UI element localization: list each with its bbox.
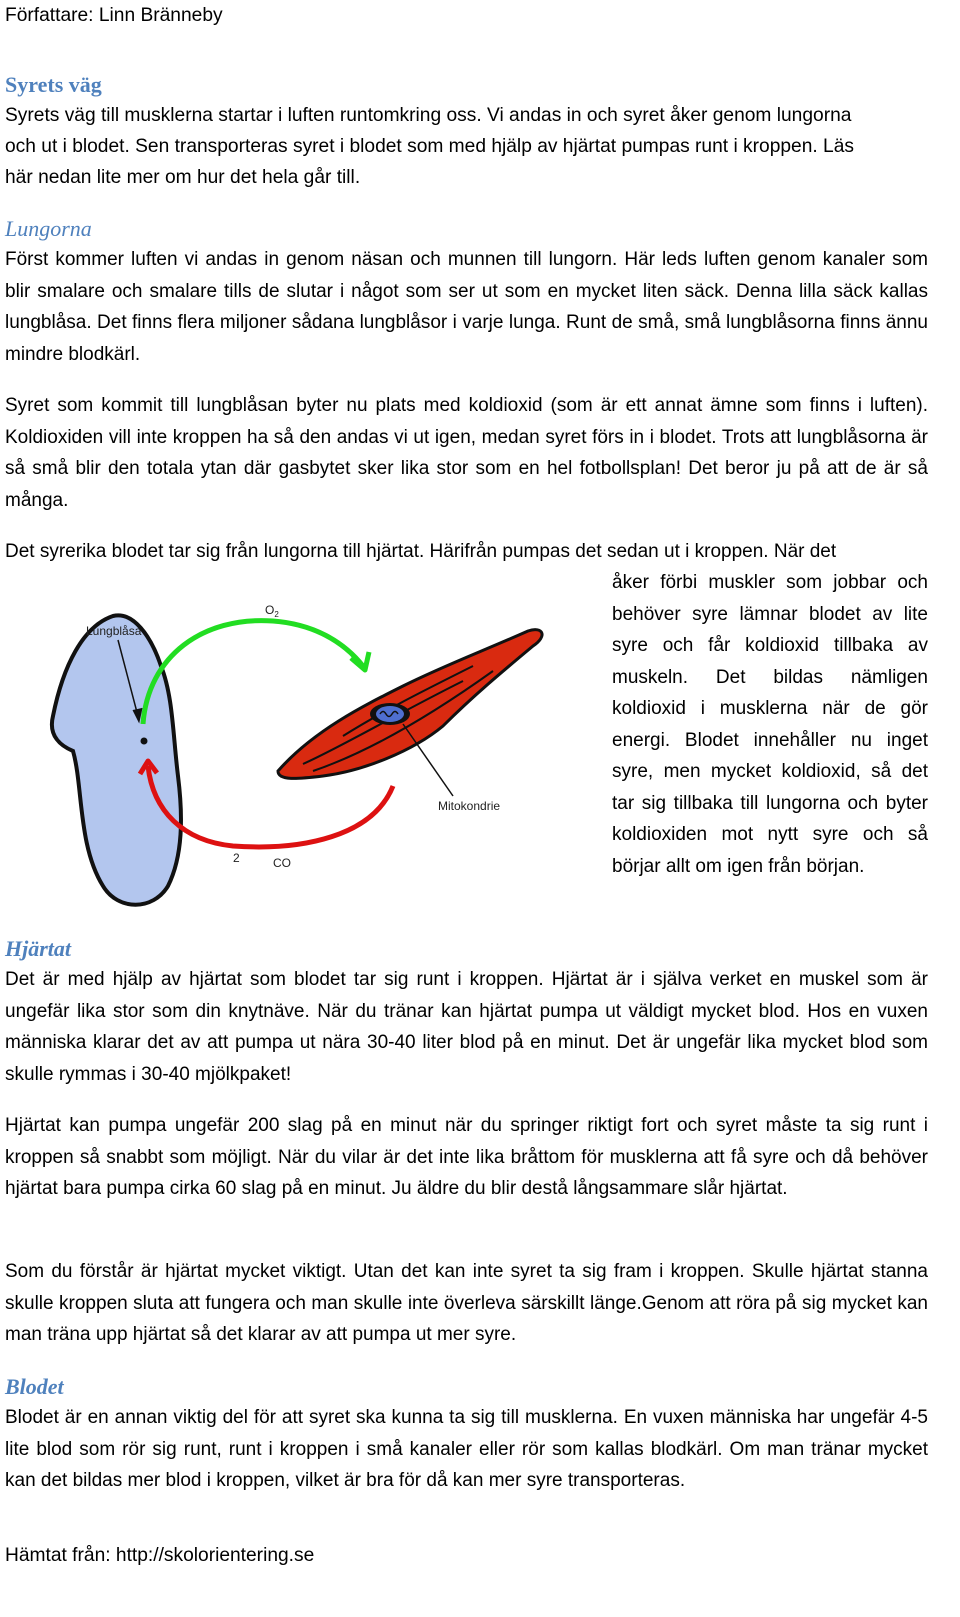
carbon-dioxide-arrow <box>148 766 393 847</box>
author-line: Författare: Linn Bränneby <box>5 5 223 26</box>
label-o2: $O_2$ <box>265 603 279 619</box>
lungorna-paragraph-3-line-1: Det syrerika blodet tar sig från lungorna till hjärtat. Härifrån pumpas det sedan ut i kroppen. När det <box>5 541 837 562</box>
source-footer: Hämtat från: http://skolorientering.se <box>5 1545 315 1566</box>
heading-hjartat: Hjärtat <box>5 936 72 961</box>
hjartat-paragraph-2: Hjärtat kan pumpa ungefär 200 slag på en minut när du springer riktigt fort och syret måste ta sig runt i kroppen så snabbt som möjligt. När du vilar är det inte lika bråttom för musklerna att få syre och då behöver hjärtat bara pumpa cirka 60 slag på en minut. Ju äldre du blir destå långsammare slår hjärtat. <box>5 1115 928 1199</box>
label-mitokondrie: Mitokondrie <box>438 799 501 813</box>
lungorna-paragraph-1: Först kommer luften vi andas in genom näsan och munnen till lungorn. Här leds luften genom kanaler som blir smalare och smalare tills de slutar i något som ser ut som en mycket liten säck. Denna lilla säck kallas lungblåsa. Det finns flera miljoner sådana lungblåsor i varje lunga. Runt de små, små lungblåsorna finns ännu mindre blodkärl. <box>5 249 928 365</box>
heading-syrets-vag: Syrets väg <box>5 72 102 97</box>
label-co2: CO <box>273 856 291 870</box>
oxygen-arrow <box>143 621 363 724</box>
lungblasa-shape <box>52 615 181 904</box>
oxygen-cycle-diagram <box>43 596 563 916</box>
blodet-paragraph-1: Blodet är en annan viktig del för att syret ska kunna ta sig till musklerna. En vuxen människa har ungefär 4-5 lite blod som rör sig runt, runt i kroppen i små kanaler eller rör som kallas blodkärl. Om man tränar mycket kan det bildas mer blod i kroppen, vilket är bra för då kan mer syre transporteras. <box>5 1407 928 1491</box>
syrets-vag-line-1: Syrets väg till musklerna startar i luften runtomkring oss. Vi andas in och syret åker genom lungorna <box>5 105 852 126</box>
hjartat-paragraph-1: Det är med hjälp av hjärtat som blodet tar sig runt i kroppen. Hjärtat är i själva verket en muskel som är ungefär lika stor som din knytnäve. När du tränar kan hjärtat pumpa ut väldigt mycket blod. Hos en vuxen människa klarar det av att pumpa ut nära 30-40 liter blod på en minut. Det är ungefär lika mycket blod som skulle rymmas i 30-40 mjölkpaket! <box>5 969 928 1085</box>
heading-blodet: Blodet <box>5 1374 64 1399</box>
lungorna-paragraph-3-wrapped: åker förbi muskler som jobbar och behöver syre lämnar blodet av lite syre och får koldioxid tillbaka av muskeln. Det bildas nämligen koldioxid i musklerna när de gör energi. Blodet innehåller nu inget syre, men mycket koldioxid, så det tar sig tillbaka till lungorna och byter koldioxiden mot nytt syre och så börjar allt om igen från början. <box>612 572 928 877</box>
syrets-vag-line-2: och ut i blodet. Sen transporteras syret i blodet som med hjälp av hjärtat pumpas runt i kroppen. Läs <box>5 136 854 157</box>
syrets-vag-line-3: här nedan lite mer om hur det hela går till. <box>5 167 361 188</box>
hjartat-paragraph-3: Som du förstår är hjärtat mycket viktigt. Utan det kan inte syret ta sig fram i kroppen. Skulle hjärtat stanna skulle kroppen sluta att fungera och man skulle inte överleva särskillt länge.Genom att röra på sig mycket kan man träna upp hjärtat så det klarar av att pumpa ut mer syre. <box>5 1261 928 1345</box>
lungorna-paragraph-2: Syret som kommit till lungblåsan byter nu plats med koldioxid (som är ett annat ämne som finns i luften). Koldioxiden vill inte kroppen ha så den andas vi ut igen, medan syret förs in i blodet. Trots att lungblåsorna är så små blir den totala ytan där gasbytet sker lika stor som en hel fotbollsplan! Det beror ju på att de är så många. <box>5 395 928 511</box>
label-lungblasa: Lungblåsa <box>86 624 142 638</box>
label-co2-sub: 2 <box>233 851 240 865</box>
heading-lungorna: Lungorna <box>5 216 92 241</box>
lungblasa-dot <box>141 738 148 745</box>
